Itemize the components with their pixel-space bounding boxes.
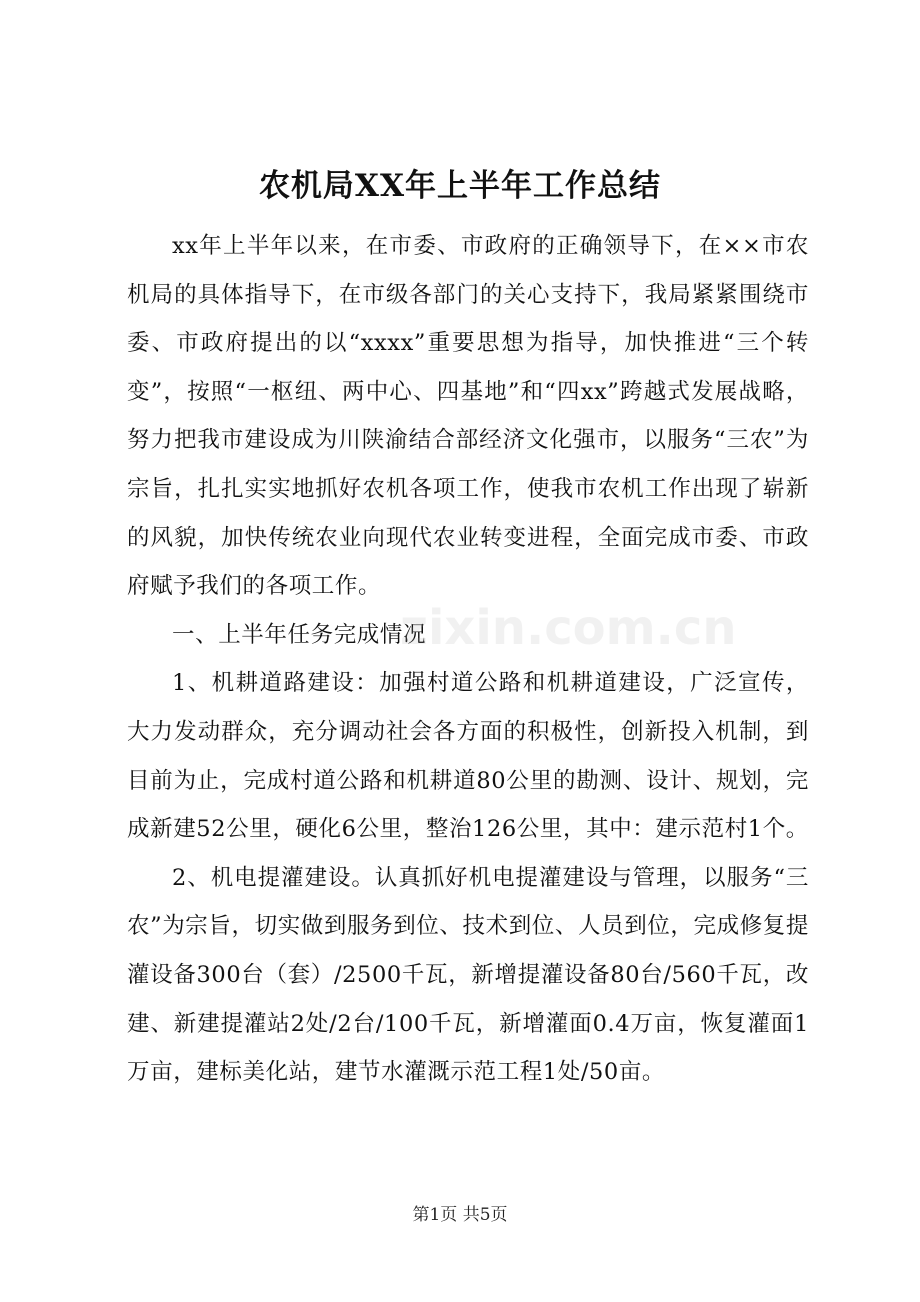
- intro-paragraph: xx年上半年以来，在市委、市政府的正确领导下，在××市农机局的具体指导下，在市级各部门的关心支持下，我局紧紧围绕市委、市政府提出的以“xxxx”重要思想为指导，加快推进“三个转变”，按照“一枢纽、两中心、四基地”和“四xx”跨越式发展战略，努力把我市建设成为川陕渝结合部经济文化强市，以服务“三农”为宗旨，扎扎实实地抓好农机各项工作，使我市农机工作出现了崭新的风貌，加快传统农业向现代农业转变进程，全面完成市委、市政府赋予我们的各项工作。: [127, 233, 809, 600]
- watermark: zixin.com.cn: [400, 600, 737, 656]
- item-paragraph-1: 1、机耕道路建设：加强村道公路和机耕道建设，广泛宣传，大力发动群众，充分调动社会各方面的积极性，创新投入机制，到目前为止，完成村道公路和机耕道80公里的勘测、设计、规划，完成新建52公里，硬化6公里，整治126公里，其中：建示范村1个。: [127, 670, 809, 843]
- page-footer: 第1页 共5页: [412, 1205, 508, 1225]
- document-title: 农机局XX年上半年工作总结: [258, 168, 662, 204]
- section-heading: 一、上半年任务完成情况: [172, 621, 427, 648]
- document-body: [127, 222, 809, 1097]
- item-paragraph-2: 2、机电提灌建设。认真抓好机电提灌建设与管理，以服务“三农”为宗旨，切实做到服务到位、技术到位、人员到位，完成修复提灌设备300台（套）/2500千瓦，新增提灌设备80台/560千瓦，改建、新建提灌站2处/2台/100千瓦，新增灌面0.4万亩，恢复灌面1万亩，建标美化站，建节水灌溉示范工程1处/50亩。: [127, 864, 810, 1086]
